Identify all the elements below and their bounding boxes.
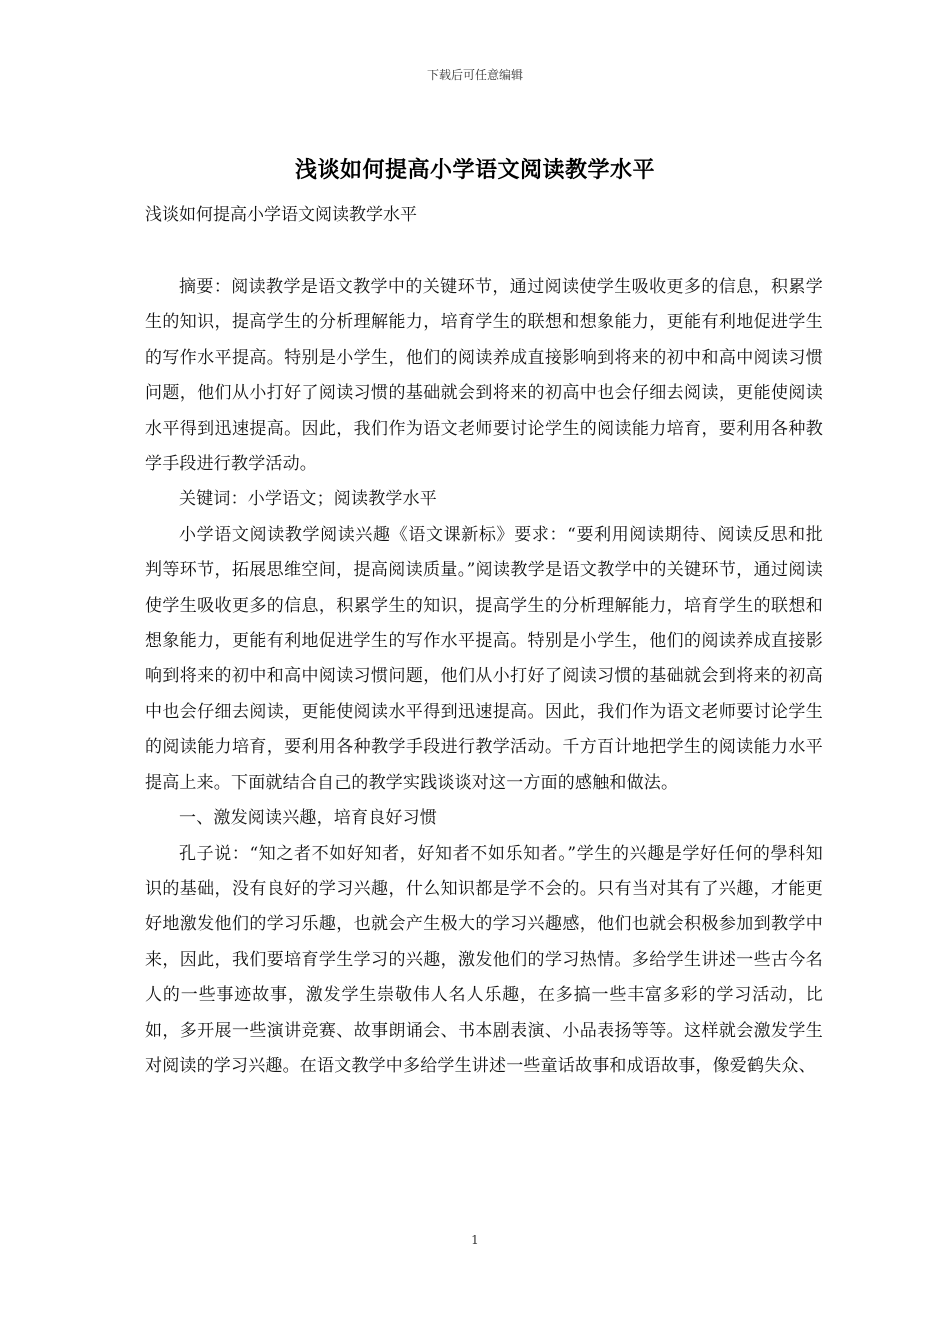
document-title: 浅谈如何提高小学语文阅读教学水平: [294, 157, 655, 183]
section-paragraph: 孔子说：“知之者不如好知者，好知者不如乐知者。”学生的兴趣是学好任何的學科知识的基础，没有良好的学习兴趣，什么知识都是学不会的。只有当对其有了兴趣，才能更好地激发他们的学习乐趣，也就会产生极大的学习兴趣感，他们也就会积极参加到教学中来，因此，我们要培育学生学习的兴趣，激发他们的学习热情。多给学生讲述一些古今名人的一些事迹故事，激发学生崇敬伟人名人乐趣，在多搞一些丰富多彩的学习活动，比如，多开展一些演讲竞赛、故事朗诵会、书本剧表演、小品表扬等等。这样就会激发学生对阅读的学习兴趣。在语文教学中多给学生讲述一些童话故事和成语故事，像爱鹤失众、: [145, 843, 823, 1076]
keywords-paragraph: 关键词：小学语文；阅读教学水平: [179, 489, 437, 510]
abstract-paragraph: 摘要：阅读教学是语文教学中的关键环节，通过阅读使学生吸收更多的信息，积累学生的知识，提高学生的分析理解能力，培育学生的联想和想象能力，更能有利地促进学生的写作水平提高。特别是小学生，他们的阅读养成直接影响到将来的初中和高中阅读习惯问题，他们从小打好了阅读习惯的基础就会到将来的初高中也会仔细去阅读，更能使阅读水平得到迅速提高。因此，我们作为语文老师要讨论学生的阅读能力培育，要利用各种教学手段进行教学活动。: [145, 277, 823, 475]
page-number: 1: [471, 1233, 479, 1247]
intro-paragraph: 小学语文阅读教学阅读兴趣《语文课新标》要求：“要利用阅读期待、阅读反思和批判等环节，拓展思维空间，提高阅读质量。”阅读教学是语文教学中的关键环节，通过阅读使学生吸收更多的信息，积累学生的知识，提高学生的分析理解能力，培育学生的联想和想象能力，更能有利地促进学生的写作水平提高。特别是小学生，他们的阅读养成直接影响到将来的初中和高中阅读习惯问题，他们从小打好了阅读习惯的基础就会到将来的初高中也会仔细去阅读，更能使阅读水平得到迅速提高。因此，我们作为语文老师要讨论学生的阅读能力培育，要利用各种教学手段进行教学活动。千方百计地把学生的阅读能力水平提高上来。下面就结合自己的教学实践谈谈对这一方面的感触和做法。: [145, 524, 823, 793]
document-body: [145, 270, 823, 1084]
document-subtitle: 浅谈如何提高小学语文阅读教学水平: [145, 205, 417, 225]
section-heading: 一、激发阅读兴趣，培育良好习惯: [179, 808, 437, 829]
page-header: 下载后可任意编辑: [426, 68, 523, 82]
